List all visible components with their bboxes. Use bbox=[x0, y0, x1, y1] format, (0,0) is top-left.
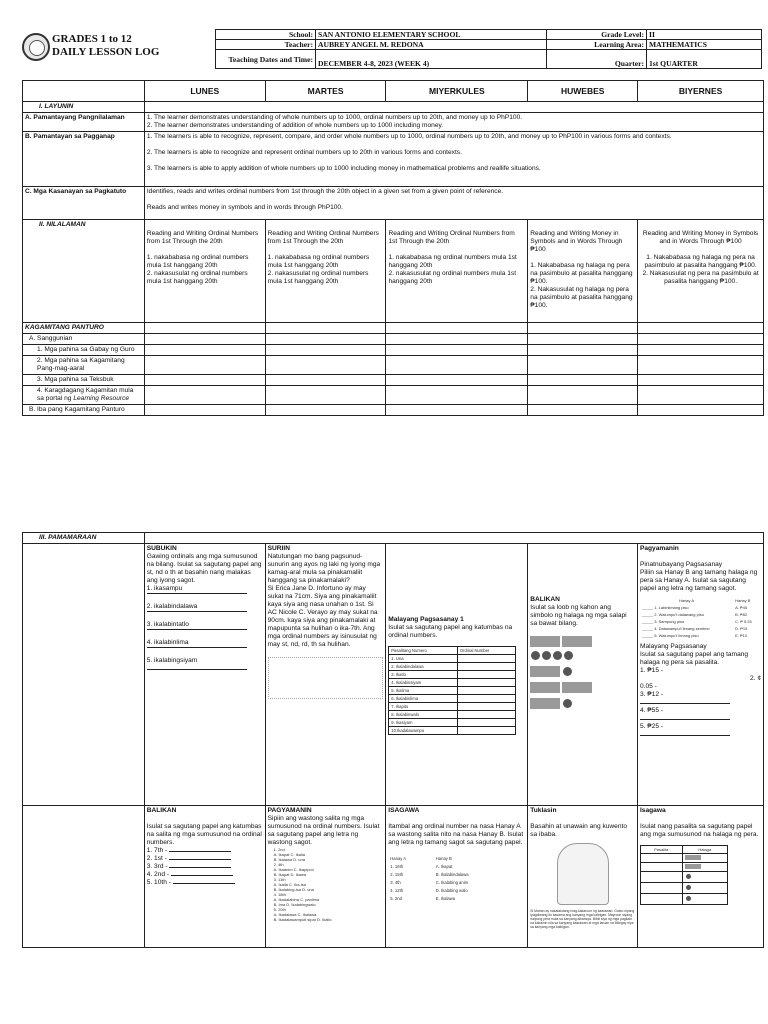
ordinal-table-row: 8. Ikalabinwalo bbox=[389, 711, 458, 719]
nilalaman-martes: Reading and Writing Ordinal Numbers from 1st Through the 20th 1. nakababasa ng ordinal numbers mula 1st hanggang 20th 2. nakasusulat ng ordinal numbers mula 1st hanggang 20th bbox=[265, 220, 386, 323]
pagganap-3: 3. The learners is able to apply addition of whole numbers up to 1000 including money in mathematical problems and reallife situations. bbox=[146, 165, 541, 172]
isagawa-ordinal-cell bbox=[386, 806, 528, 948]
hanay-row-a: _____ 5. Walumpu't limang piso bbox=[641, 633, 699, 638]
malaya-money-text: Isulat sa sagutang papel ang tamang halaga ng pera sa pasalita. bbox=[639, 651, 749, 666]
pagganap-1: 1. The learners is able to recognize, represent, compare, and order whole numbers up to 1000, ordinal numbers up to 20th, and money up to PhP100 in various forms and contexts. bbox=[146, 133, 672, 140]
coin-icon bbox=[542, 651, 551, 660]
dates-value: DECEMBER 4-8, 2023 (WEEK 4) bbox=[316, 50, 547, 69]
balikan-ordinal-text: Isulat sa sagutang papel ang katumbas na salita ng mga sumusunod na ordinal numbers. bbox=[146, 823, 262, 846]
balikan-ordinal-title: BALIKAN bbox=[146, 807, 177, 814]
balikan-item-5: 5. 10th - bbox=[147, 879, 263, 887]
hanay-row-b: B. ₱82 bbox=[735, 612, 748, 617]
banknote-icon bbox=[530, 698, 560, 709]
ordinal-table-h1: Pasalitang Numero bbox=[389, 647, 458, 655]
ordinal-table-row: 5. Ikalima bbox=[389, 687, 458, 695]
area-value: MATHEMATICS bbox=[647, 40, 762, 50]
pangnilalaman-label: A. Pamantayang Pangnilalaman bbox=[23, 113, 145, 132]
grade-label: Grade Level: bbox=[547, 30, 647, 40]
day-header-lunes: LUNES bbox=[144, 81, 265, 102]
tuklasin-story: Si Marian ay nakatakdang mag-kakaroon ng kaarawan. Gusto niyang ipagdiwang ito kasama ang kanyang mga kaibigan. Mayroon siyang naipong pera mula sa kanyang alkansya. Bibili siya ng mga pagkain na kakainin nila sa kanyang kaarawan at mga laruan na ibibigay niya sa kanyang mga kaibigan. bbox=[530, 909, 635, 929]
malaya-money-title: Malayang Pagsasanay bbox=[639, 643, 707, 650]
procedure-row1-label bbox=[23, 544, 145, 806]
portal-label bbox=[23, 386, 145, 405]
nilalaman-biyernes: Reading and Writing Money in Symbols and in Words Through ₱100 1. Nakababasa ng halaga ng pera na pasimbulo at pasalita hanggang ₱100. 2. Nakasusulat ng pera na pasimbulo at pasalita hanggang ₱100. bbox=[638, 220, 764, 323]
subukin-title: SUBUKIN bbox=[146, 545, 177, 552]
grade-value: II bbox=[647, 30, 762, 40]
coin-icon bbox=[564, 651, 573, 660]
malaya-item-2b: 0.05 - bbox=[639, 683, 657, 690]
subukin-item-4: 4. ikalabinlima bbox=[146, 639, 189, 646]
ordinal-table-row: 9. Ikasiyam bbox=[389, 719, 458, 727]
tuklasin-text: Basahin at unawain ang kuwento sa ibaba. bbox=[530, 823, 627, 838]
hanay-a-header: Hanay A bbox=[678, 598, 695, 603]
coin-icon bbox=[553, 651, 562, 660]
ordinal-table-row: 10.Ikadalawampu bbox=[389, 727, 458, 735]
subukin-item-1: 1. ikasampu bbox=[146, 585, 183, 592]
banknote-icon bbox=[530, 636, 560, 647]
malaya-item-2: 2. ¢ bbox=[750, 675, 761, 682]
pangnilalaman-1: 1. The learner demonstrates understanding of whole numbers up to 1000, ordinal numbers up to 20th, and money up to PhP100. bbox=[146, 114, 523, 121]
title-line-2: DAILY LESSON LOG bbox=[52, 46, 160, 58]
ordinal-table-row: 6. Ikalabinlima bbox=[389, 695, 458, 703]
ordinal-table-row: 1. Una bbox=[389, 655, 458, 663]
balikan-ordinal-cell bbox=[144, 806, 265, 948]
coin-icon bbox=[563, 667, 572, 676]
pagyamanin-money-text: Pinatnubayang Pagsasanay Piliin sa Hanay B ang tamang halaga ng pera sa Hanay A. Isulat sa sagutang papel ang letra ng tamang sagot. bbox=[639, 561, 758, 592]
teksbuk-label: 3. Mga pahina sa Teksbuk bbox=[23, 375, 145, 386]
balikan-money-text: Isulat sa loob ng kahon ang simbolo ng halaga ng mga salapi sa bawat bilang. bbox=[530, 604, 627, 627]
banknote-icon bbox=[562, 636, 592, 647]
day-header-miyerkules: MIYERKULES bbox=[386, 81, 528, 102]
ordinal-exercise-table bbox=[388, 646, 516, 735]
pagyamanin-money-title: Pagyamanin bbox=[639, 545, 679, 552]
gabay-guro-label: 1. Mga pahina sa Gabay ng Guro bbox=[23, 345, 145, 356]
malayang-pagsasanay-cell bbox=[386, 544, 528, 806]
ordinal-table-row: 4. Ikalabinsiyam bbox=[389, 679, 458, 687]
pamamaraan-cell bbox=[144, 533, 763, 544]
day-header-biyernes: BIYERNES bbox=[638, 81, 764, 102]
pagyamanin-choices: 1. 2nd A. Ikapat C. Ikalla B. Ikalawa D. una 2. 4th A. Ikaanim C. Ikapipon B. Ikapat D. Ikawa 3. 11th A. Isalla C. Ika-isa B. Ikalabing-isa D. una 4. 18th A. Ikadalabina C. panlima B. Ima D. Ikalabingwalo 5. 20th A. Ikadalawa C. Ikalawa B. Ikadalawampuit sipat D. Ikatlo bbox=[273, 847, 332, 922]
teacher-value: AUBREY ANGEL M. REDONA bbox=[316, 40, 547, 50]
subukin-text: Gawing ordinals ang mga sumusunod na bilang. Isulat sa sagutang papel ang st, nd o th at basahin nang malakas ang iyong sagot. bbox=[146, 553, 262, 584]
isagawa-hanay-table: Hanay A Hanay B 1. 16th A. Ikapat 2. 15th B. Ikalabindalawa 3. 4th C. Ikalabing anim 4. 12th D. Ikalabing walo 5. 2nd E. Ikalawa bbox=[390, 856, 469, 901]
suriin-text: Natutungan mo bang pagsunud-sunurin ang ayos ng laki ng iyong mga kamag-aral mula sa pinakamaliit hanggang sa pinakamalaki? Si Erica Jane D. Infortuno ay may sukat na 71cm. Siya ang pinakamaliit kaya siya ang nasa unahan o 1st. Si AC Nicole C. Verayo ay may sukat na 90cm. kaya siya ang pinakamalaki at mapupunta sa hulihan o ika-7th. Ang mga ordinal numbers ay isinusulat ng may st, nd, rd, th sa hulihan. bbox=[267, 553, 381, 648]
layunin-cell bbox=[144, 102, 763, 113]
area-label: Learning Area: bbox=[547, 40, 647, 50]
ordinal-table-h2: Ordinal Number bbox=[457, 647, 515, 655]
balikan-money-title: BALIKAN bbox=[530, 596, 560, 603]
subukin-cell bbox=[144, 544, 265, 806]
malaya-item-1: 1. ₱15 - bbox=[639, 667, 664, 674]
deped-seal-icon bbox=[22, 33, 50, 61]
teacher-label: Teacher: bbox=[216, 40, 316, 50]
kasanayan-label: C. Mga Kasanayan sa Pagkatuto bbox=[23, 187, 145, 220]
banknote-icon bbox=[530, 666, 560, 677]
malaya-item-5: 5. ₱25 - bbox=[639, 723, 664, 730]
subukin-item-2: 2. ikalabindalawa bbox=[146, 603, 198, 610]
pagyamanin-ordinal-title: PAGYAMANIN bbox=[267, 807, 312, 814]
balikan-item-4: 4. 2nd - bbox=[147, 871, 263, 879]
kagamitan-label: KAGAMITANG PANTURO bbox=[23, 323, 145, 334]
iba-pang-kagamitan-label: B. Iba pang Kagamitang Panturo bbox=[23, 405, 145, 416]
isagawa-money-text: Isulat nang pasalita sa sagutang papel ang mga sumusunod na halaga ng pera. bbox=[639, 823, 759, 838]
school-label: School: bbox=[216, 30, 316, 40]
balikan-item-2: 2. 1st - bbox=[147, 855, 263, 863]
coin-icon bbox=[563, 699, 572, 708]
pagganap-2: 2. The learners is able to recognize and represent ordinal numbers up to 20th in various forms and contexts. bbox=[146, 149, 462, 156]
isagawa-money-title: Isagawa bbox=[639, 807, 666, 814]
hanay-b-header: Hanay B bbox=[735, 598, 751, 603]
girl-illustration-icon bbox=[557, 843, 609, 905]
hanay-row-a: _____ 1. Labinlimang piso bbox=[641, 605, 689, 610]
ordinal-table-row: 3. Ikatlo bbox=[389, 671, 458, 679]
hanay-row-b: D. ₱15 bbox=[735, 626, 748, 631]
balikan-item-1: 1. 7th - bbox=[147, 847, 263, 855]
sanggunian-label: A. Sanggunian bbox=[23, 334, 145, 345]
balikan-money-cell bbox=[528, 544, 638, 806]
isagawa-ordinal-text: Itambal ang ordinal number na nasa Hanay A sa wastong salita nito na nasa Hanay B. Isulat ang letra ng tamang sagot sa sagutang papel. bbox=[388, 823, 524, 846]
pagyamanin-money-cell bbox=[637, 544, 763, 806]
malayang-pagsasanay-title: Malayang Pagsasanay 1 bbox=[388, 616, 464, 623]
pagyamanin-ordinal-text: Sipiin ang wastong salita ng mga sumusunod na ordinal numbers. Isulat sa sagutang papel ang letra ng wastong sagot. bbox=[267, 815, 380, 846]
malayang-pagsasanay-text: Isulat sa sagutang papel ang katumbas na ordinal numbers. bbox=[388, 624, 513, 639]
kagamitang-mag-aaral-label: 2. Mga pahina sa Kagamitang Pang-mag-aaral bbox=[23, 356, 145, 375]
pamamaraan-label: III. PAMAMARAAN bbox=[23, 533, 145, 544]
hanay-table bbox=[640, 597, 760, 639]
procedure-row2-label bbox=[23, 806, 145, 948]
quarter-value: 1st QUARTER bbox=[647, 50, 762, 69]
kasanayan-cell bbox=[144, 187, 763, 220]
kasanayan-1: Identifies, reads and writes ordinal numbers from 1st through the 20th object in a given set from a given point of reference. bbox=[146, 188, 504, 195]
money-images bbox=[530, 634, 635, 712]
header-info-table bbox=[215, 29, 762, 69]
pangnilalaman-cell bbox=[144, 113, 763, 132]
title-line-1: GRADES 1 to 12 bbox=[52, 33, 132, 45]
isagawa-money-cell bbox=[637, 806, 763, 948]
balikan-item-3: 3. 3rd - bbox=[147, 863, 263, 871]
isagawa-ordinal-title: ISAGAWA bbox=[388, 807, 420, 814]
hanay-row-b: A. ₱45 bbox=[735, 605, 748, 610]
ordinal-table-row: 2. Ikalabindalawa bbox=[389, 663, 458, 671]
tuklasin-cell bbox=[528, 806, 638, 948]
ordinal-table-row: 7. Ikapito bbox=[389, 703, 458, 711]
hanay-row-a: _____ 4. Dalawampu't limang sentimo bbox=[641, 626, 710, 631]
banknote-icon bbox=[530, 682, 560, 693]
nilalaman-label: II. NILALAMAN bbox=[23, 220, 145, 323]
pagganap-cell bbox=[144, 132, 763, 187]
nilalaman-lunes: Reading and Writing Ordinal Numbers from 1st Through the 20th 1. nakababasa ng ordinal numbers mula 1st hanggang 20th 2. nakasusulat ng ordinal numbers mula 1st hanggang 20th bbox=[144, 220, 265, 323]
corner-cell bbox=[23, 81, 145, 102]
pangnilalaman-2: 2. The learner demonstrates understanding of addition of whole numbers up to 1000 including money. bbox=[146, 122, 444, 129]
subukin-item-5: 5. ikalabingsiyam bbox=[146, 657, 198, 664]
procedure-table bbox=[22, 532, 764, 948]
coin-icon bbox=[531, 651, 540, 660]
layunin-label: I. LAYUNIN bbox=[23, 102, 145, 113]
pagganap-label: B. Pamantayan sa Pagganap bbox=[23, 132, 145, 187]
quarter-label: Quarter: bbox=[547, 50, 647, 69]
hanay-row-b: C. ₱ 5.25 bbox=[735, 619, 752, 624]
suriin-title: SURIIN bbox=[267, 545, 290, 552]
hanay-row-b: E. ₱10 bbox=[735, 633, 748, 638]
kasanayan-2: Reads and writes money in symbols and in words through PhP100. bbox=[146, 204, 343, 211]
portal-text: 4. Karagdagang Kagamitan mula sa portal ng bbox=[37, 387, 134, 402]
suriin-cell bbox=[265, 544, 386, 806]
day-header-martes: MARTES bbox=[265, 81, 386, 102]
portal-italic: Learning Resource bbox=[73, 395, 130, 402]
tuklasin-title: Tuklasin bbox=[530, 807, 557, 814]
document-title bbox=[52, 33, 159, 59]
subukin-item-3: 3. ikalabintatlo bbox=[146, 621, 189, 628]
nilalaman-miyerkules: Reading and Writing Ordinal Numbers from 1st Through the 20th 1. nakababasa ng ordinal numbers mula 1st hanggang 20th 2. nakasusulat ng ordinal numbers mula 1st hanggang 20th bbox=[386, 220, 528, 323]
school-value: SAN ANTONIO ELEMENTARY SCHOOL bbox=[316, 30, 547, 40]
malaya-item-3: 3. ₱12 - bbox=[639, 691, 664, 698]
objectives-table bbox=[22, 80, 764, 416]
pagyamanin-ordinal-cell bbox=[265, 806, 386, 948]
dates-label: Teaching Dates and Time: bbox=[216, 50, 316, 69]
banknote-icon bbox=[562, 682, 592, 693]
ordinal-chart-image bbox=[268, 657, 384, 699]
nilalaman-huwebes: Reading and Writing Money in Symbols and in Words Through ₱100 1. Nakababasa ng halaga ng pera na pasimbulo at pasalita hanggang ₱100. 2. Nakasusulat ng halaga ng pera na pasimbulo at pasalita hanggang ₱100. bbox=[528, 220, 638, 323]
day-header-huwebes: HUWEBES bbox=[528, 81, 638, 102]
malaya-item-4: 4. ₱55 - bbox=[639, 707, 664, 714]
hanay-row-a: _____ 3. Sampung piso bbox=[641, 619, 685, 624]
isagawa-money-table: Pasalita Halaga bbox=[640, 845, 728, 905]
hanay-row-a: _____ 2. Walumpu't dalawang piso bbox=[641, 612, 704, 617]
